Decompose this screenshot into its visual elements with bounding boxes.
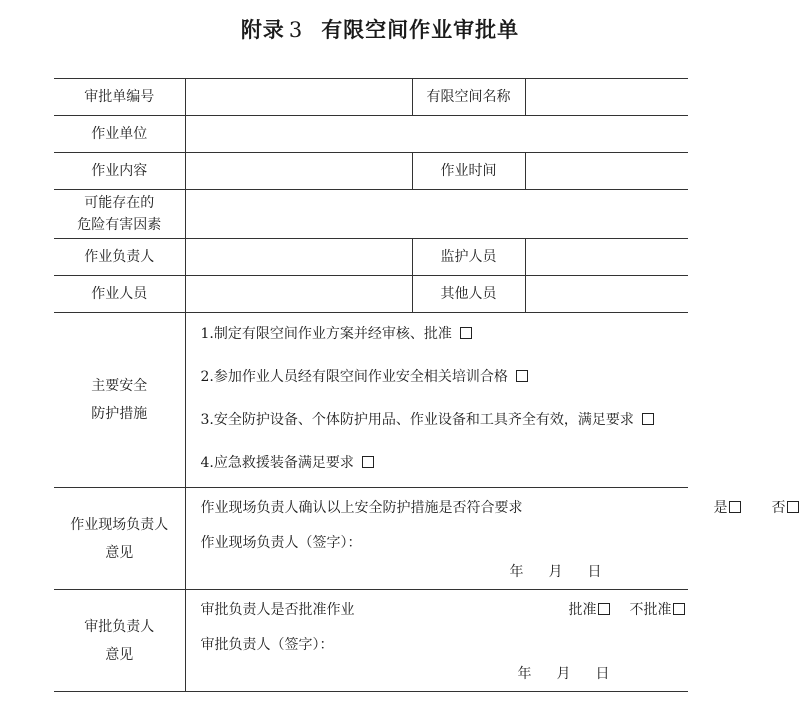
site-question: 作业现场负责人确认以上安全防护措施是否符合要求	[200, 500, 523, 516]
row-approver-opinion	[54, 590, 688, 692]
row-content	[54, 153, 688, 190]
site-date	[510, 561, 602, 581]
row-measures	[54, 313, 688, 488]
row-unit	[54, 116, 688, 153]
time-field[interactable]	[525, 153, 688, 190]
space-name-label: 有限空间名称	[412, 79, 525, 116]
approver-label-line1: 审批负责人	[84, 618, 155, 635]
checkbox-measure-3[interactable]	[642, 413, 654, 425]
checkbox-not-approve[interactable]	[673, 603, 685, 615]
site-no-option[interactable]: 否	[772, 497, 799, 517]
approver-opinion-field	[185, 590, 688, 692]
site-label-line1: 作业现场负责人	[70, 516, 169, 533]
checkbox-approve[interactable]	[598, 603, 610, 615]
hazards-label-line1: 可能存在的	[84, 195, 155, 211]
measure-item-1: 1.制定有限空间作业方案并经审核、批准	[201, 313, 689, 356]
leader-label: 作业负责人	[54, 239, 185, 276]
site-sign-line: 作业现场负责人（签字）：	[200, 535, 362, 551]
approve-option[interactable]: 批准	[569, 599, 610, 619]
unit-label: 作业单位	[54, 116, 185, 153]
row-approval-no	[54, 79, 688, 116]
leader-field[interactable]	[185, 239, 412, 276]
checkbox-no[interactable]	[787, 501, 799, 513]
measures-label-line1: 主要安全	[91, 378, 148, 394]
supervisor-field[interactable]	[525, 239, 688, 276]
approver-label-line2: 意见	[105, 646, 134, 663]
title-prefix: 附录	[240, 18, 285, 42]
measure-item-2: 2.参加作业人员经有限空间作业安全相关培训合格	[201, 356, 689, 399]
row-leader	[54, 239, 688, 276]
measure-item-4: 4.应急救援装备满足要求	[201, 442, 689, 485]
checkbox-yes[interactable]	[729, 501, 741, 513]
hazards-field[interactable]	[185, 190, 688, 239]
date-month: 月	[548, 564, 563, 580]
date-day: 日	[587, 564, 602, 580]
approver-date	[518, 663, 610, 683]
date-year: 年	[517, 666, 532, 682]
site-label-line2: 意见	[105, 544, 134, 561]
unit-field[interactable]	[185, 116, 688, 153]
date-month: 月	[556, 666, 571, 682]
row-workers	[54, 276, 688, 313]
row-site-opinion	[54, 488, 688, 590]
others-label: 其他人员	[412, 276, 525, 313]
date-day: 日	[595, 666, 610, 682]
others-field[interactable]	[525, 276, 688, 313]
site-opinion-label	[54, 488, 185, 590]
checkbox-measure-4[interactable]	[362, 456, 374, 468]
checkbox-measure-1[interactable]	[460, 327, 472, 339]
title-number: 3	[288, 18, 304, 42]
hazards-label-line2: 危险有害因素	[77, 217, 162, 233]
time-label: 作业时间	[412, 153, 525, 190]
measures-label	[54, 313, 185, 488]
approval-no-label: 审批单编号	[54, 79, 185, 116]
content-field[interactable]	[185, 153, 412, 190]
approval-form-table	[54, 78, 786, 692]
workers-label: 作业人员	[54, 276, 185, 313]
hazards-label	[54, 190, 185, 239]
content-label: 作业内容	[54, 153, 185, 190]
supervisor-label: 监护人员	[412, 239, 525, 276]
measure-item-3: 3.安全防护设备、个体防护用品、作业设备和工具齐全有效，满足要求	[201, 399, 689, 442]
measures-label-line2: 防护措施	[91, 406, 148, 422]
approver-sign-line: 审批负责人（签字）：	[200, 637, 334, 653]
site-opinion-field	[185, 488, 786, 590]
workers-field[interactable]	[185, 276, 412, 313]
measures-list	[185, 313, 688, 488]
approver-opinion-label	[54, 590, 185, 692]
row-hazards	[54, 190, 688, 239]
approver-question: 审批负责人是否批准作业	[200, 602, 355, 618]
approval-no-field[interactable]	[185, 79, 412, 116]
title-text: 有限空间作业审批单	[321, 18, 520, 42]
space-name-field[interactable]	[525, 79, 688, 116]
page-title	[0, 14, 760, 44]
checkbox-measure-2[interactable]	[516, 370, 528, 382]
not-approve-option[interactable]: 不批准	[630, 599, 685, 619]
site-yes-option[interactable]: 是	[714, 497, 741, 517]
date-year: 年	[509, 564, 524, 580]
